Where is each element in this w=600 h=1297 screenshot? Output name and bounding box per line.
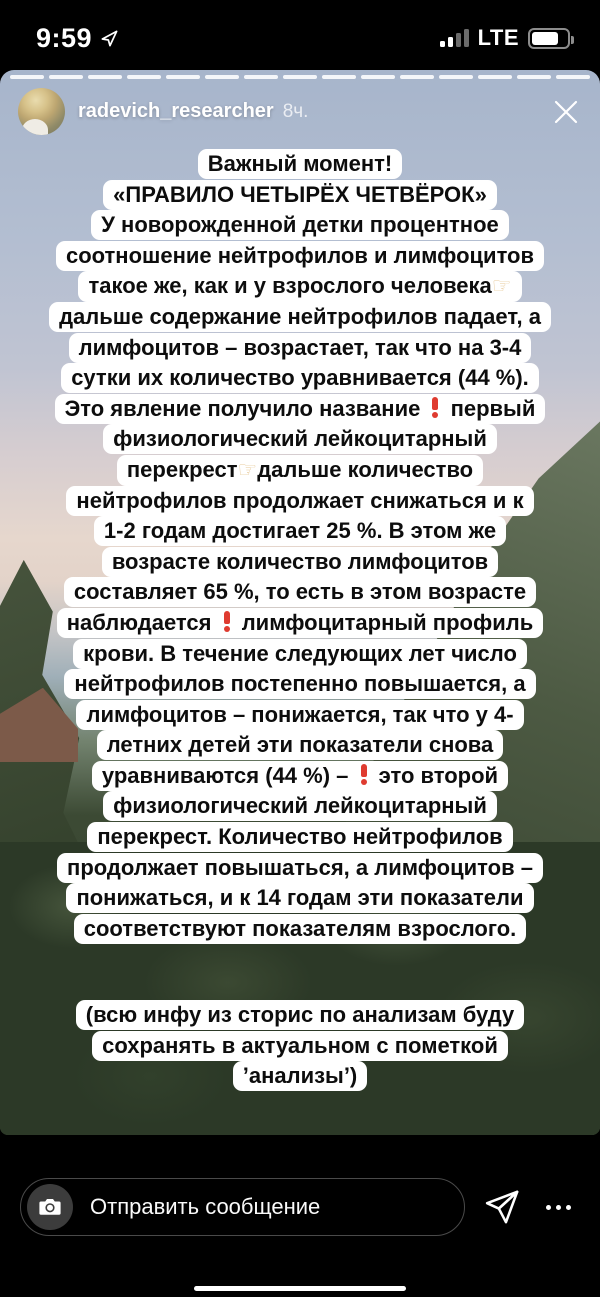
story-text-row	[0, 149, 600, 180]
story-text-row	[0, 180, 600, 211]
location-arrow-icon	[100, 29, 119, 48]
story-text-row	[0, 914, 600, 945]
story-text-line: перекрест. Количество нейтрофилов	[87, 822, 512, 852]
story-text-row	[0, 1000, 600, 1031]
story-text-line: физиологический лейкоцитарный	[103, 791, 497, 821]
story-text-row	[0, 547, 600, 578]
paper-plane-icon	[483, 1188, 521, 1226]
story-text-line: соотношение нейтрофилов и лимфоцитов	[56, 241, 544, 271]
progress-segment	[361, 75, 395, 79]
pointing-right-icon: ☞	[491, 274, 512, 300]
progress-segment	[283, 75, 317, 79]
story-text-row	[0, 577, 600, 608]
story-text-line: нейтрофилов продолжает снижаться и к	[66, 486, 533, 516]
story-text-block-main	[0, 149, 600, 944]
battery-icon	[528, 28, 570, 49]
pointing-right-icon: ☞	[237, 457, 258, 483]
username[interactable]: radevich_researcher	[78, 100, 274, 122]
story-text-line: «ПРАВИЛО ЧЕТЫРЁХ ЧЕТВЁРОК»	[103, 180, 497, 210]
story-text-row	[0, 333, 600, 364]
progress-segment	[322, 75, 356, 79]
story-text-line: уравниваются (44 %) – это второй	[92, 761, 508, 791]
status-left	[36, 23, 119, 54]
story-text-line: сохранять в актуальном с пометкой	[92, 1031, 508, 1061]
story-text-line: перекрест☞дальше количество	[117, 455, 483, 486]
ellipsis-icon	[546, 1205, 551, 1210]
red-exclamation-icon	[221, 611, 233, 632]
story-text-row	[0, 730, 600, 761]
story-text-row	[0, 271, 600, 302]
message-placeholder: Отправить сообщение	[90, 1194, 321, 1219]
progress-segment	[244, 75, 278, 79]
story-text-row	[0, 241, 600, 272]
more-options-button[interactable]	[536, 1187, 580, 1227]
story-text-line: 1-2 годам достигает 25 %. В этом же	[94, 516, 506, 546]
story-text-row	[0, 363, 600, 394]
story-text-row	[0, 516, 600, 547]
story-text-row	[0, 302, 600, 333]
story-text-row	[0, 761, 600, 792]
story-text-row	[0, 853, 600, 884]
story-text-line: Важный момент!	[198, 149, 402, 179]
story-progress-bar	[10, 75, 590, 79]
story-text-row	[0, 210, 600, 241]
progress-segment	[127, 75, 161, 79]
home-indicator[interactable]	[194, 1286, 406, 1291]
clock: 9:59	[36, 22, 93, 53]
story-text-row	[0, 639, 600, 670]
progress-segment	[517, 75, 551, 79]
camera-button[interactable]	[27, 1184, 73, 1230]
status-bar	[0, 0, 600, 70]
share-button[interactable]	[482, 1187, 522, 1227]
story-text-row	[0, 883, 600, 914]
story-text-line: соответствуют показателям взрослого.	[74, 914, 527, 944]
story-text-row	[0, 424, 600, 455]
progress-segment	[439, 75, 473, 79]
story-text-line: понижаться, и к 14 годам эти показатели	[66, 883, 533, 913]
story-text-block-note	[0, 1000, 600, 1092]
story-text-line: физиологический лейкоцитарный	[103, 424, 497, 454]
red-exclamation-icon	[429, 397, 441, 418]
story-text-line: летних детей эти показатели снова	[97, 730, 504, 760]
story-text-line: лимфоцитов – возрастает, так что на 3-4	[69, 333, 532, 363]
story-text-line: составляет 65 %, то есть в этом возрасте	[64, 577, 536, 607]
progress-segment	[556, 75, 590, 79]
story-text-line: сутки их количество уравнивается (44 %).	[61, 363, 539, 393]
story-text-line: нейтрофилов постепенно повышается, а	[64, 669, 535, 699]
red-exclamation-icon	[358, 764, 370, 785]
progress-segment	[166, 75, 200, 79]
story-text-line: продолжает повышаться, а лимфоцитов –	[57, 853, 543, 883]
story-text-line: Это явление получило название первый	[55, 394, 546, 424]
story-text-line: такое же, как и у взрослого человека☞	[78, 271, 521, 302]
signal-strength-icon	[440, 29, 469, 47]
story-text-line: возрасте количество лимфоцитов	[102, 547, 498, 577]
story-text-line: крови. В течение следующих лет число	[73, 639, 527, 669]
story-text-line: У новорожденной детки процентное	[91, 210, 509, 240]
story-text-row	[0, 822, 600, 853]
progress-segment	[10, 75, 44, 79]
network-type-label: LTE	[477, 25, 519, 50]
story-text-line: дальше содержание нейтрофилов падает, а	[49, 302, 551, 332]
status-right	[440, 25, 570, 51]
story-text-row	[0, 486, 600, 517]
progress-segment	[205, 75, 239, 79]
story-reply-bar	[0, 1135, 600, 1297]
story-text-row	[0, 791, 600, 822]
story-text-line: лимфоцитов – понижается, так что у 4-	[76, 700, 523, 730]
story-timestamp: 8ч.	[282, 100, 309, 122]
progress-segment	[478, 75, 512, 79]
message-input[interactable]	[20, 1178, 465, 1236]
story-header	[18, 88, 584, 135]
progress-segment	[88, 75, 122, 79]
story-text-row	[0, 1031, 600, 1062]
close-icon	[551, 97, 581, 127]
story-text-row	[0, 608, 600, 639]
story-text-line: (всю инфу из сторис по анализам буду	[76, 1000, 524, 1030]
story-text-row	[0, 455, 600, 486]
story-text-row	[0, 1061, 600, 1092]
story-text-row	[0, 394, 600, 425]
progress-segment	[400, 75, 434, 79]
story-text-line: ’анализы’)	[233, 1061, 368, 1091]
camera-icon	[37, 1194, 63, 1220]
story-text-line: наблюдается лимфоцитарный профиль	[57, 608, 544, 638]
avatar[interactable]	[18, 88, 65, 135]
story-viewer[interactable]	[0, 70, 600, 1135]
progress-segment	[49, 75, 83, 79]
story-text-row	[0, 669, 600, 700]
story-text-row	[0, 700, 600, 731]
close-button[interactable]	[548, 94, 584, 130]
